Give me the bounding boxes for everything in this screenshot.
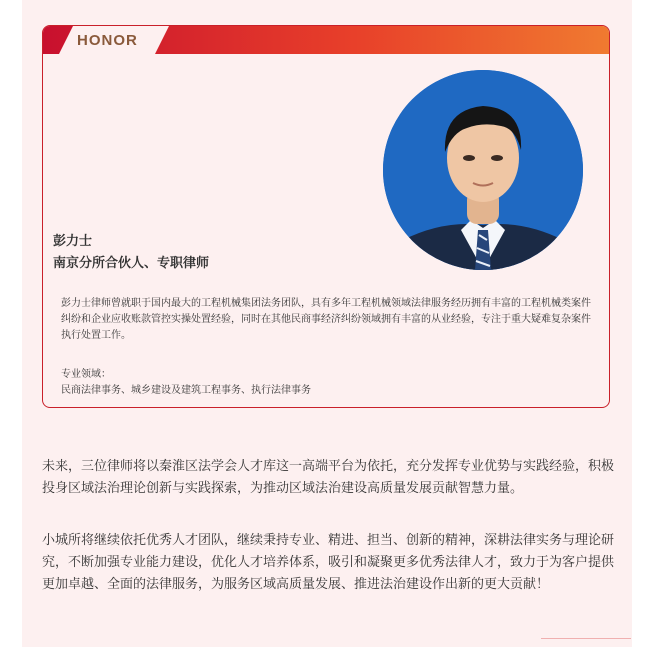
portrait-illustration: [383, 70, 583, 270]
expertise-value: 民商法律事务、城乡建设及建筑工程事务、执行法律事务: [61, 385, 311, 396]
lawyer-portrait-photo: [383, 70, 583, 270]
lawyer-name: 彭力士: [53, 234, 93, 249]
honor-profile-card: [42, 25, 610, 408]
expertise-label: 专业领域：: [61, 369, 111, 380]
header-label: HONOR: [77, 32, 138, 49]
decorative-divider: [541, 638, 631, 639]
article-paragraph: 未来，三位律师将以秦淮区法学会人才库这一高端平台为依托，充分发挥专业优势与实践经验，积极投身区域法治理论创新与实践探索，为推动区域法治建设高质量发展贡献智慧力量。: [42, 459, 615, 496]
lawyer-bio: 彭力士律师曾就职于国内最大的工程机械集团法务团队，具有多年工程机械领域法律服务经历拥有丰富的工程机械类案件纠纷和企业应收账款管控实操处置经验，同时在其他民商事经济纠纷领域拥有丰富的从业经验，专注于重大疑难复杂案件执行处置工作。: [61, 298, 591, 341]
lawyer-title: 南京分所合伙人、专职律师: [53, 256, 210, 271]
article-page: [22, 0, 632, 647]
article-paragraph: 小城所将继续依托优秀人才团队，继续秉持专业、精进、担当、创新的精神，深耕法律实务与理论研究，不断加强专业能力建设，优化人才培养体系，吸引和凝聚更多优秀法律人才，致力于为客户提供更加卓越、全面的法律服务，为服务区域高质量发展、推进法治建设作出新的更大贡献！: [42, 533, 615, 592]
card-header-banner: [43, 26, 609, 54]
